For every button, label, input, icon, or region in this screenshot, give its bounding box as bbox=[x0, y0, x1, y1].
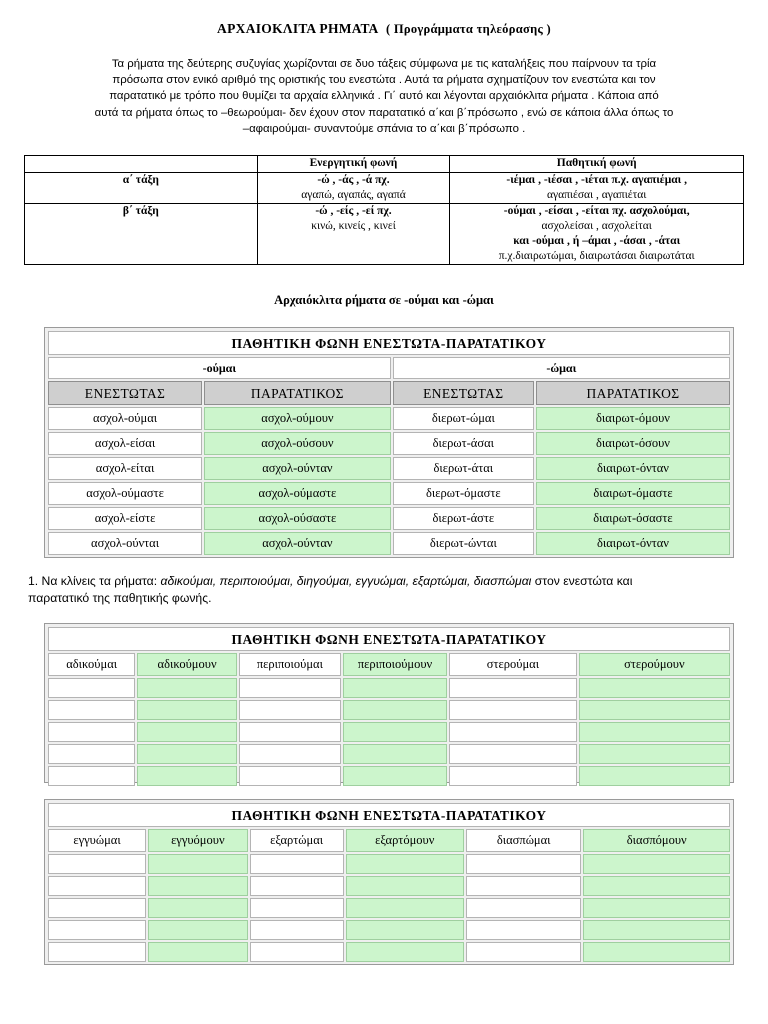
answer-cell[interactable] bbox=[346, 854, 464, 874]
answer-cell[interactable] bbox=[148, 942, 247, 962]
answer-cell[interactable] bbox=[48, 744, 135, 764]
answer-cell[interactable] bbox=[466, 942, 582, 962]
voice-table-header-row bbox=[25, 156, 744, 173]
answer-cell[interactable] bbox=[466, 854, 582, 874]
exercise-suffix: στον ενεστώτα και bbox=[531, 574, 633, 588]
answer-row bbox=[48, 678, 730, 698]
voice-header-empty bbox=[25, 156, 258, 173]
exercise-table-2-frame bbox=[44, 799, 734, 965]
answer-cell[interactable] bbox=[250, 920, 344, 940]
group-label-oumai: -ούμαι bbox=[48, 357, 391, 379]
table-row bbox=[48, 482, 730, 505]
answer-cell[interactable] bbox=[250, 876, 344, 896]
answer-cell[interactable] bbox=[583, 876, 730, 896]
answer-cell[interactable] bbox=[137, 722, 236, 742]
active-example: αγαπώ, αγαπάς, αγαπά bbox=[301, 189, 406, 201]
intro-line: αυτά τα ρήματα όπως το –θεωρούμαι- δεν έχουν στον παρατατικό α΄και β΄πρόσωπο , ενώ σε κάποια άλλα όπως το bbox=[94, 106, 674, 119]
table-cell: διερωτ-όμαστε bbox=[393, 482, 534, 505]
answer-cell[interactable] bbox=[48, 898, 146, 918]
col-header-imperfect: ΠΑΡΑΤΑΤΙΚΟΣ bbox=[204, 381, 391, 405]
verb-header: διασπόμουν bbox=[583, 829, 730, 852]
table-cell: ασχολ-ούσουν bbox=[204, 432, 391, 455]
answer-cell[interactable] bbox=[346, 942, 464, 962]
voice-header-active: Ενεργητική φωνή bbox=[257, 156, 450, 173]
intro-line: –αφαιρούμαι- συναντούμε σπάνια το α΄και β΄πρόσωπο . bbox=[242, 122, 526, 135]
intro-paragraph bbox=[24, 56, 744, 137]
verb-header: περιποιούμαι bbox=[239, 653, 341, 676]
answer-cell[interactable] bbox=[239, 766, 341, 786]
answer-cell[interactable] bbox=[449, 722, 577, 742]
answer-cell[interactable] bbox=[343, 744, 447, 764]
answer-cell[interactable] bbox=[346, 920, 464, 940]
answer-cell[interactable] bbox=[250, 942, 344, 962]
table-cell: ασχολ-ούσαστε bbox=[204, 507, 391, 530]
verb-header: διασπώμαι bbox=[466, 829, 582, 852]
intro-line: Τα ρήματα της δεύτερης συζυγίας χωρίζονται σε δυο τάξεις σύμφωνα με τις καταλήξεις που παίρνουν τα τρία bbox=[111, 58, 657, 70]
answer-cell[interactable] bbox=[449, 678, 577, 698]
answer-cell[interactable] bbox=[466, 898, 582, 918]
voice-active-cell bbox=[257, 173, 450, 204]
table-cell: ασχολ-ούνταν bbox=[204, 532, 391, 555]
answer-row bbox=[48, 942, 730, 962]
verb-header: αδικούμαι bbox=[48, 653, 135, 676]
voice-row-class-a bbox=[25, 173, 744, 204]
active-endings: -ώ , -είς , -εί πχ. bbox=[315, 205, 392, 217]
answer-cell[interactable] bbox=[239, 722, 341, 742]
table-cell: διερωτ-άται bbox=[393, 457, 534, 480]
answer-row bbox=[48, 876, 730, 896]
section-title: Αρχαιόκλιτα ρήματα σε -ούμαι και -ώμαι bbox=[274, 293, 494, 307]
table-cell: ασχολ-ούμαστε bbox=[204, 482, 391, 505]
answer-cell[interactable] bbox=[250, 854, 344, 874]
conjugation-table-frame bbox=[44, 327, 734, 558]
answer-cell[interactable] bbox=[343, 700, 447, 720]
answer-row bbox=[48, 766, 730, 786]
passive-endings: -ιέμαι , -ιέσαι , -ιέται π.χ. αγαπιέμαι , bbox=[506, 174, 687, 186]
answer-cell[interactable] bbox=[343, 722, 447, 742]
answer-row bbox=[48, 744, 730, 764]
answer-cell[interactable] bbox=[579, 678, 730, 698]
table-cell: διαιρωτ-όνταν bbox=[536, 457, 730, 480]
answer-cell[interactable] bbox=[579, 700, 730, 720]
table-cell: διερωτ-ώνται bbox=[393, 532, 534, 555]
voice-active-cell bbox=[257, 204, 450, 265]
voice-header-passive: Παθητική φωνή bbox=[450, 156, 744, 173]
verb-header: εξαρτόμουν bbox=[346, 829, 464, 852]
answer-cell[interactable] bbox=[239, 744, 341, 764]
answer-cell[interactable] bbox=[48, 766, 135, 786]
answer-row bbox=[48, 898, 730, 918]
col-header-imperfect: ΠΑΡΑΤΑΤΙΚΟΣ bbox=[536, 381, 730, 405]
answer-cell[interactable] bbox=[148, 920, 247, 940]
table-cell: ασχολ-είστε bbox=[48, 507, 202, 530]
title-text: ΑΡΧΑΙΟΚΛΙΤΑ ΡΗΜΑΤΑ bbox=[217, 21, 379, 36]
table-cell: ασχολ-ούνταν bbox=[204, 457, 391, 480]
table-cell: διερωτ-άσαι bbox=[393, 432, 534, 455]
voice-passive-cell bbox=[450, 173, 744, 204]
answer-cell[interactable] bbox=[579, 722, 730, 742]
title-subtitle: ( Προγράμματα τηλεόρασης ) bbox=[385, 22, 551, 36]
conjugation-table bbox=[46, 329, 732, 557]
table-cell: διερωτ-ώμαι bbox=[393, 407, 534, 430]
answer-cell[interactable] bbox=[346, 898, 464, 918]
table-cell: διερωτ-άστε bbox=[393, 507, 534, 530]
verb-header: εξαρτώμαι bbox=[250, 829, 344, 852]
table-cell: ασχολ-είσαι bbox=[48, 432, 202, 455]
voice-row-class-b bbox=[25, 204, 744, 265]
intro-line: πρόσωπα στον ενικό αριθμό της οριστικής του ενεστώτα . Αυτά τα ρήματα σχηματίζουν τον ενεστώτα και τον bbox=[112, 74, 656, 87]
conjugation-table-heading: ΠΑΘΗΤΙΚΗ ΦΩΝΗ ΕΝΕΣΤΩΤΑ-ΠΑΡΑΤΑΤΙΚΟΥ bbox=[48, 331, 730, 355]
passive-endings: -ούμαι , -είσαι , -είται πχ. ασχολούμαι, bbox=[503, 205, 690, 217]
table-cell: διαιρωτ-όσουν bbox=[536, 432, 730, 455]
exercise-line-1 bbox=[28, 573, 743, 590]
voice-class-table bbox=[24, 155, 744, 265]
verb-header: αδικούμουν bbox=[137, 653, 236, 676]
table-cell: διαιρωτ-όμουν bbox=[536, 407, 730, 430]
col-header-present: ΕΝΕΣΤΩΤΑΣ bbox=[48, 381, 202, 405]
passive-example-alt: π.χ.διαιρωτώμαι, διαιρωτάσαι διαιρωτάται bbox=[498, 250, 695, 262]
answer-cell[interactable] bbox=[449, 766, 577, 786]
passive-endings-alt: και -ούμαι , ή –άμαι , -άσαι , -άται bbox=[513, 235, 681, 247]
answer-cell[interactable] bbox=[137, 700, 236, 720]
exercise-table-1 bbox=[46, 625, 732, 788]
verb-header: εγγυόμουν bbox=[148, 829, 247, 852]
answer-cell[interactable] bbox=[48, 876, 146, 896]
answer-cell[interactable] bbox=[48, 942, 146, 962]
table-row bbox=[48, 532, 730, 555]
answer-row bbox=[48, 722, 730, 742]
answer-cell[interactable] bbox=[250, 898, 344, 918]
answer-cell[interactable] bbox=[148, 898, 247, 918]
exercise-instruction bbox=[28, 573, 743, 606]
answer-row bbox=[48, 920, 730, 940]
answer-cell[interactable] bbox=[48, 678, 135, 698]
answer-cell[interactable] bbox=[449, 744, 577, 764]
table-cell: διαιρωτ-όμαστε bbox=[536, 482, 730, 505]
exercise-table-heading: ΠΑΘΗΤΙΚΗ ΦΩΝΗ ΕΝΕΣΤΩΤΑ-ΠΑΡΑΤΑΤΙΚΟΥ bbox=[48, 803, 730, 827]
intro-line: παρατατικό με τρόπο που θυμίζει τα αρχαία ελληνικά . Γι΄ αυτό και λέγονται αρχαιόκλιτα ρήματα . Κάποια από bbox=[109, 90, 659, 103]
answer-cell[interactable] bbox=[137, 678, 236, 698]
exercise-line-2: παρατατικό της παθητικής φωνής. bbox=[28, 590, 212, 605]
passive-example: αγαπιέσαι , αγαπιέται bbox=[546, 189, 647, 201]
table-cell: ασχολ-ούνται bbox=[48, 532, 202, 555]
answer-cell[interactable] bbox=[579, 744, 730, 764]
active-endings: -ώ , -άς , -ά πχ. bbox=[317, 174, 390, 186]
table-cell: διαιρωτ-όνταν bbox=[536, 532, 730, 555]
group-label-omai: -ώμαι bbox=[393, 357, 730, 379]
exercise-prefix: 1. Να κλίνεις τα ρήματα: bbox=[28, 574, 161, 588]
answer-row bbox=[48, 700, 730, 720]
answer-cell[interactable] bbox=[466, 876, 582, 896]
exercise-table-1-frame bbox=[44, 623, 734, 783]
passive-example: ασχολείσαι , ασχολείται bbox=[541, 220, 652, 232]
table-row bbox=[48, 507, 730, 530]
answer-cell[interactable] bbox=[137, 766, 236, 786]
table-row bbox=[48, 457, 730, 480]
answer-cell[interactable] bbox=[343, 678, 447, 698]
answer-cell[interactable] bbox=[579, 766, 730, 786]
page-title bbox=[0, 21, 768, 37]
voice-passive-cell bbox=[450, 204, 744, 265]
active-example: κινώ, κινείς , κινεί bbox=[311, 220, 396, 232]
answer-cell[interactable] bbox=[48, 700, 135, 720]
exercise-table-heading: ΠΑΘΗΤΙΚΗ ΦΩΝΗ ΕΝΕΣΤΩΤΑ-ΠΑΡΑΤΑΤΙΚΟΥ bbox=[48, 627, 730, 651]
table-cell: διαιρωτ-όσαστε bbox=[536, 507, 730, 530]
answer-cell[interactable] bbox=[239, 678, 341, 698]
col-header-present: ΕΝΕΣΤΩΤΑΣ bbox=[393, 381, 534, 405]
answer-cell[interactable] bbox=[48, 920, 146, 940]
table-cell: ασχολ-ούμαι bbox=[48, 407, 202, 430]
answer-cell[interactable] bbox=[239, 700, 341, 720]
voice-row-label: α΄ τάξη bbox=[25, 173, 258, 204]
answer-cell[interactable] bbox=[48, 722, 135, 742]
answer-cell[interactable] bbox=[583, 920, 730, 940]
answer-cell[interactable] bbox=[48, 854, 146, 874]
table-row bbox=[48, 407, 730, 430]
answer-cell[interactable] bbox=[466, 920, 582, 940]
voice-row-label: β΄ τάξη bbox=[25, 204, 258, 265]
answer-cell[interactable] bbox=[346, 876, 464, 896]
verb-header: εγγυώμαι bbox=[48, 829, 146, 852]
answer-row bbox=[48, 854, 730, 874]
answer-cell[interactable] bbox=[449, 700, 577, 720]
table-row bbox=[48, 432, 730, 455]
answer-cell[interactable] bbox=[148, 854, 247, 874]
verb-header: στερούμουν bbox=[579, 653, 730, 676]
answer-cell[interactable] bbox=[148, 876, 247, 896]
answer-cell[interactable] bbox=[583, 898, 730, 918]
answer-cell[interactable] bbox=[137, 744, 236, 764]
answer-cell[interactable] bbox=[583, 854, 730, 874]
answer-cell[interactable] bbox=[583, 942, 730, 962]
exercise-verbs: αδικούμαι, περιποιούμαι, διηγούμαι, εγγυώμαι, εξαρτώμαι, διασπώμαι bbox=[160, 574, 532, 588]
verb-header: στερούμαι bbox=[449, 653, 577, 676]
exercise-table-2 bbox=[46, 801, 732, 964]
verb-header: περιποιούμουν bbox=[343, 653, 447, 676]
table-cell: ασχολ-ούμουν bbox=[204, 407, 391, 430]
answer-cell[interactable] bbox=[343, 766, 447, 786]
table-cell: ασχολ-είται bbox=[48, 457, 202, 480]
table-cell: ασχολ-ούμαστε bbox=[48, 482, 202, 505]
